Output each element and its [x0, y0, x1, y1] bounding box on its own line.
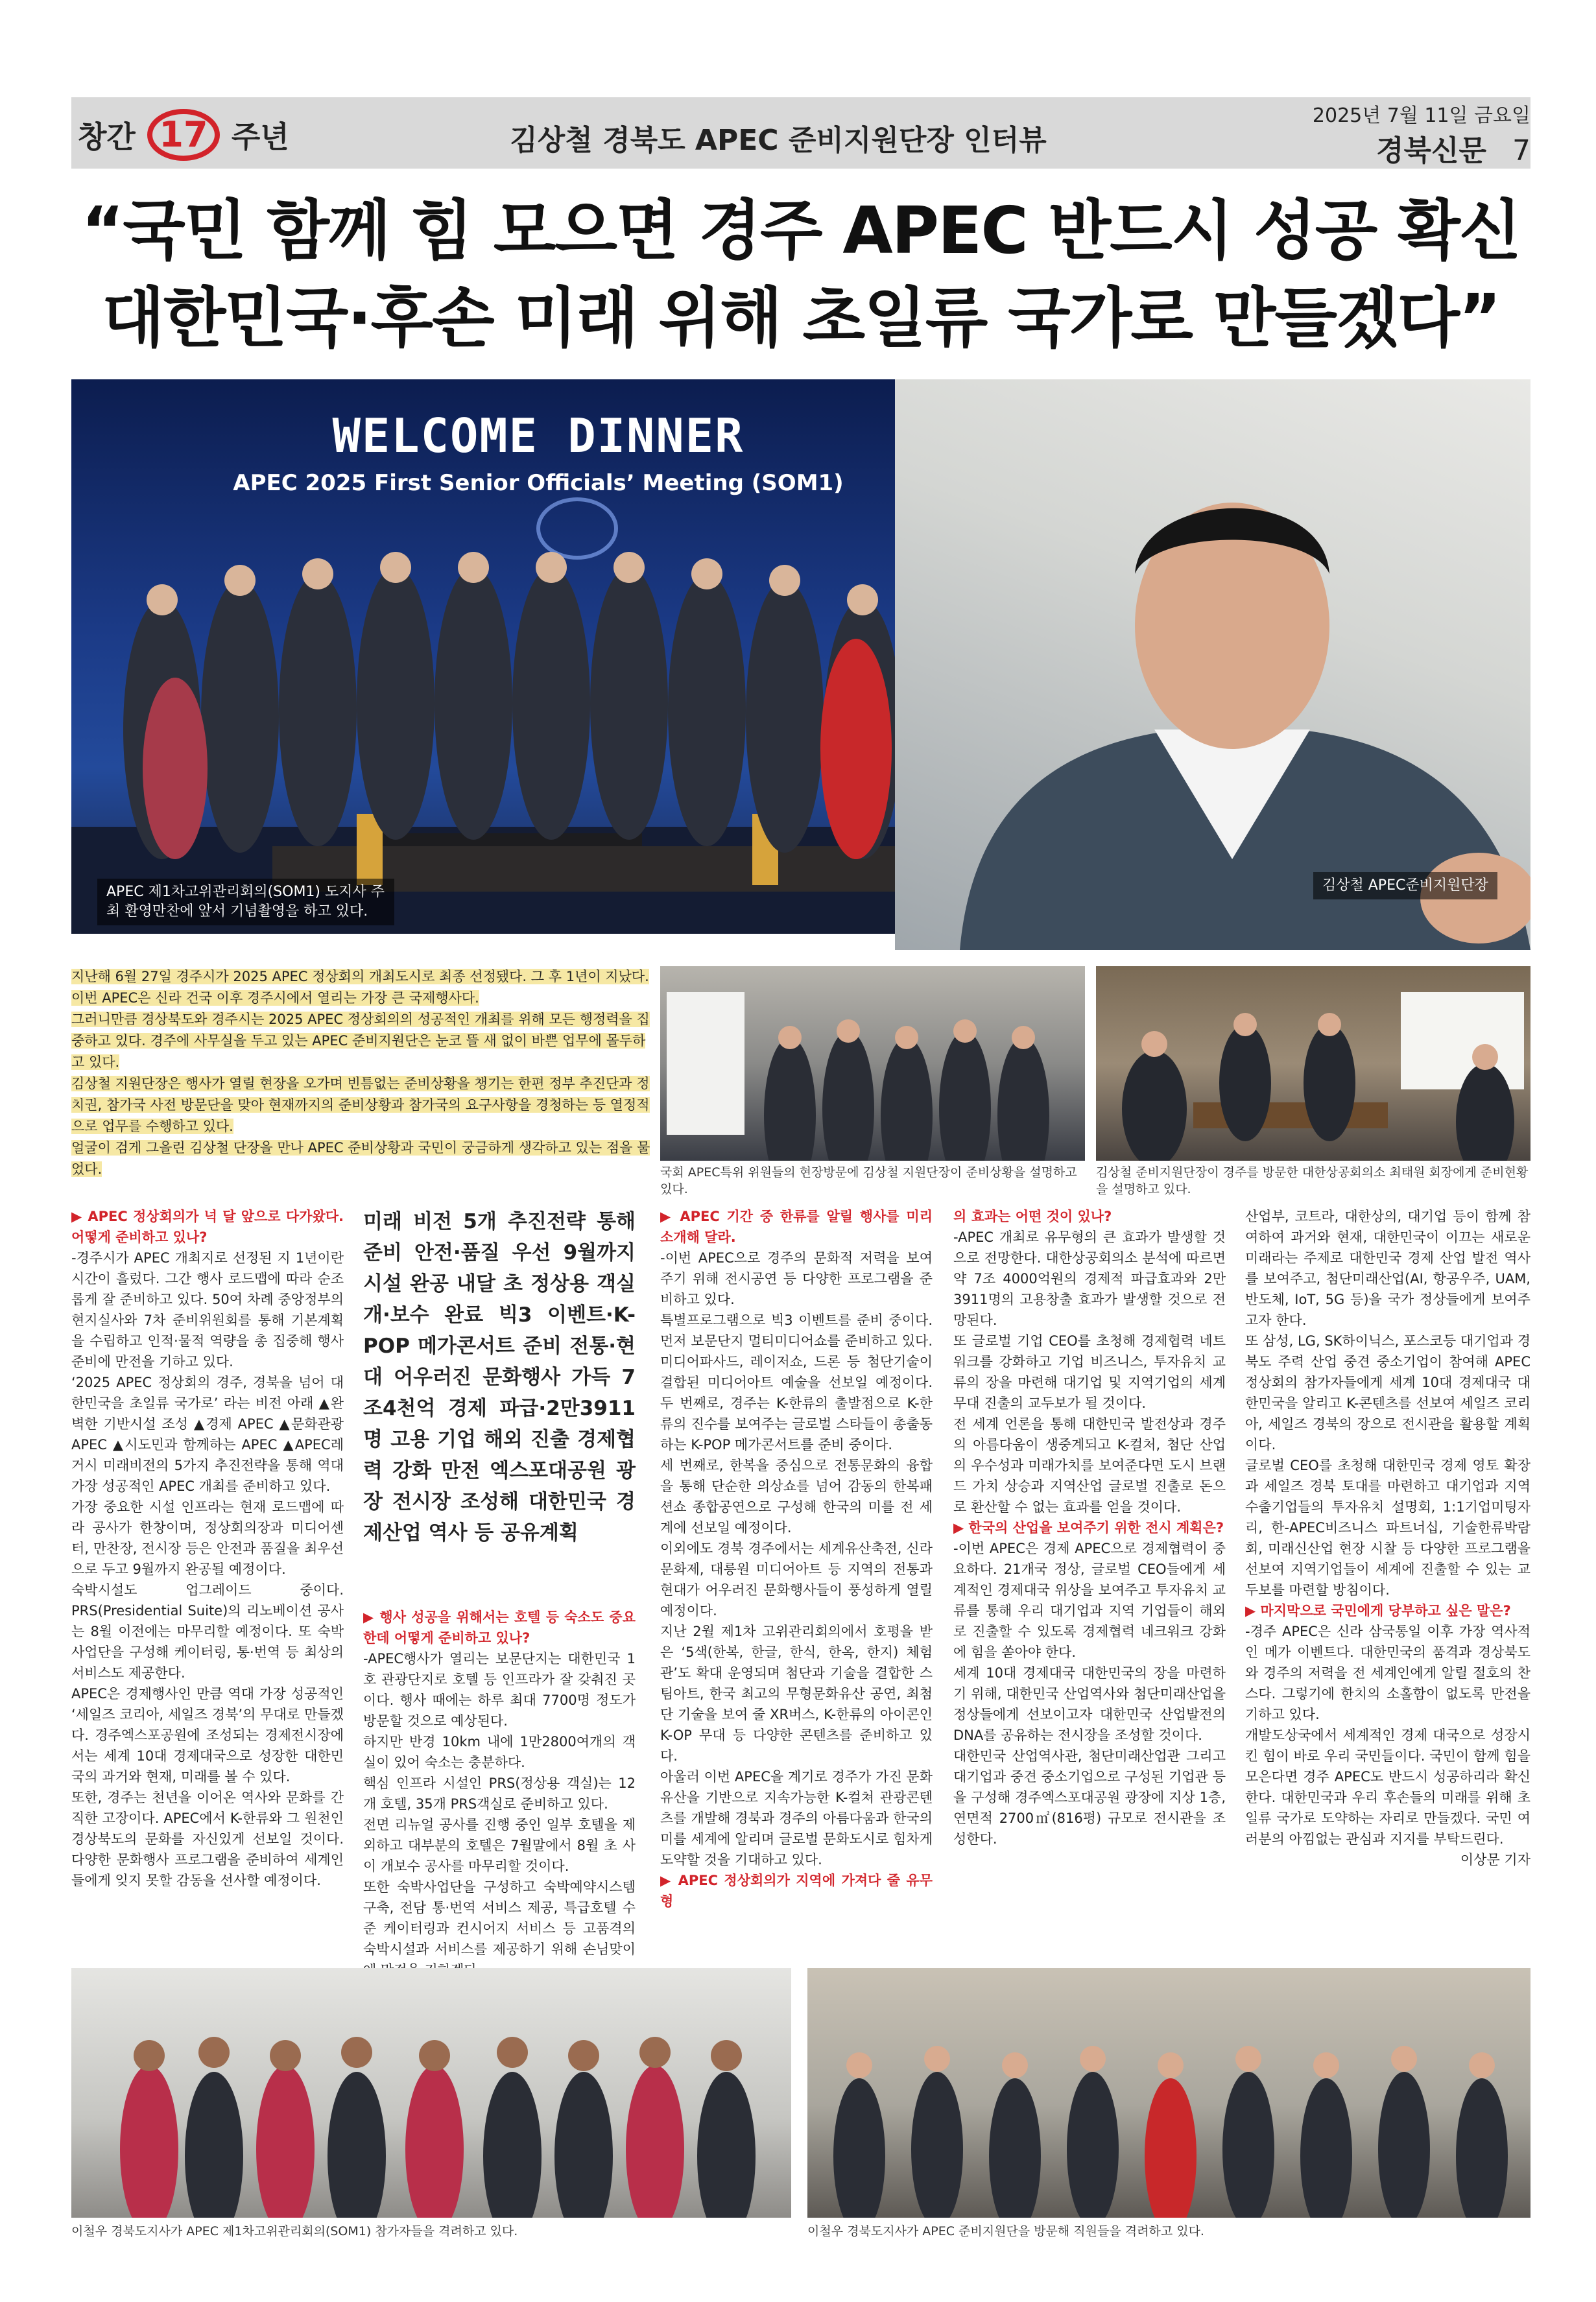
banner-subtitle: APEC 2025 First Senior Officials’ Meeting (SOM1) [233, 470, 844, 496]
answer-paragraph: 또 삼성, LG, SK하이닉스, 포스코등 대기업과 경북도 주력 산업 중견 중소기업이 참여해 APEC 정상회의 참가자들에게 세계 10대 경제대국 대한민국을 알리고 K-콘텐츠를 선보여 세일즈 코리아, 세일즈 경북의 장으로 전시관을 활용할 계획이다. [1245, 1333, 1530, 1453]
headline-line-1: “국민 함께 힘 모으면 경주 APEC 반드시 성공 확신 [81, 193, 1521, 268]
answer-paragraph: 또한, 경주는 천년을 이어온 역사와 문화를 간직한 고장이다. APEC에서 K-한류와 그 원천인 경상북도의 문화를 자신있게 선보일 것이다. 다양한 문화행사 프로그램을 준비하여 세계인들에게 잊지 못할 감동을 선사할 예정이다. [71, 1790, 344, 1888]
support-team-caption: 이철우 경북도지사가 APEC 준비지원단을 방문해 직원들을 격려하고 있다. [807, 2224, 1204, 2238]
portrait-illustration [895, 379, 1530, 950]
headline-line-2: 대한민국·후손 미래 위해 초일류 국가로 만들겠다” [102, 280, 1500, 356]
answer-paragraph: 하지만 반경 10km 내에 1만2800여개의 객실이 있어 숙소는 충분하다. [363, 1734, 636, 1770]
pull-quote: 미래 비전 5개 추진전략 통해 준비 안전·품질 우선 9월까지 시설 완공 내달 초 정상용 객실 개·보수 완료 빅3 이벤트·K-POP 메가콘서트 준비 전통·현대 어우러진 문화행사 가득 7조4천억 경제 파급·2만3911명 고용 기업 해외 진출 경제협력 강화 만전 엑스포대공원 광장 전시장 조성해 대한민국 경제산업 역사 등 공유계획 [363, 1210, 636, 1545]
chamber-visit-illustration [1096, 966, 1530, 1161]
article-column-5 [1245, 1206, 1530, 1870]
intro-paragraph-4: 얼굴이 검게 그을린 김상철 단장을 만나 APEC 준비상황과 국민이 궁금하게 생각하고 있는 점을 물었다. [71, 1140, 650, 1177]
answer-paragraph: -경주시가 APEC 개최지로 선정된 지 1년이란 시간이 흘렀다. 그간 행사 로드맵에 따라 순조롭게 잘 준비하고 있다. 50여 차례 중앙정부의 현지실사와 7차 준비위원회를 통해 기본계획을 수립하고 인적·물적 역량을 총 집중해 행사 준비에 만전을 기하고 있다. [71, 1250, 344, 1370]
support-team-photo [807, 1968, 1530, 2218]
answer-paragraph: 또 글로벌 기업 CEO를 초청해 경제협력 네트워크를 강화하고 기업 비즈니스, 투자유치 교류의 장을 마련해 대기업 및 지역기업의 세계무대 진출의 교두보가 될 것이다. [953, 1333, 1226, 1411]
question-2: ▶ 행사 성공을 위해서는 호텔 등 숙소도 중요한데 어떻게 준비하고 있나? [363, 1609, 636, 1646]
article-column-3 [660, 1206, 933, 1912]
anniversary-right-text: 주년 [231, 119, 289, 154]
intro-paragraph-1: 지난해 6월 27일 경주시가 2025 APEC 정상회의 개최도시로 최종 선정됐다. 그 후 1년이 지났다. 이번 APEC은 신라 건국 이후 경주시에서 열리는 가장 큰 국제행사다. [71, 969, 649, 1006]
portrait-photo [895, 379, 1530, 950]
answer-paragraph: -이번 APEC으로 경주의 문화적 저력을 보여주기 위해 전시공연 등 다양한 프로그램을 준비하고 있다. [660, 1250, 933, 1307]
question-6: ▶ 마지막으로 국민에게 당부하고 싶은 말은? [1245, 1603, 1511, 1619]
byline: 이상문 기자 [1460, 1852, 1530, 1868]
answer-paragraph: APEC은 경제행사인 만큼 역대 가장 성공적인 ‘세일즈 코리아, 세일즈 경북’의 무대로 만들겠다. 경주엑스포공원에 조성되는 경제전시장에서는 세계 10대 경제대국으로 성장한 대한민국의 과거와 현재, 미래를 볼 수 있다. [71, 1686, 344, 1785]
som1-participants-photo [71, 1968, 791, 2218]
anniversary-logo [78, 109, 289, 161]
article-column-2 [363, 1206, 636, 1980]
answer-paragraph: 개발도상국에서 세계적인 경제 대국으로 성장시킨 힘이 바로 우리 국민들이다. 국민이 함께 힘을 모은다면 경주 APEC도 반드시 성공하리라 확신한다. 대한민국과 우리 후손들의 미래를 위해 초일류 국가로 도약하는 자리로 만들겠다. 국민 여러분의 아낌없는 관심과 지지를 부탁드린다. [1245, 1727, 1530, 1847]
answer-paragraph: 세계 10대 경제대국 대한민국의 장을 마련하기 위해, 대한민국 산업역사와 첨단미래산업을 정상들에게 선보이고자 대한민국 산업발전의 DNA를 공유하는 전시장을 조성할 것이다. [953, 1665, 1226, 1743]
answer-paragraph: 전 세계 언론을 통해 대한민국 발전상과 경주의 아름다움이 생중계되고 K-컬처, 첨단 산업의 우수성과 미래가치를 보여준다면 도시 브랜드 가치 상승과 지역산업 글로벌 진출로 돈으로 환산할 수 없는 효과를 얻을 것이다. [953, 1416, 1226, 1515]
intro-paragraph-3: 김상철 지원단장은 행사가 열릴 현장을 오가며 빈틈없는 준비상황을 챙기는 한편 정부 추진단과 정치권, 참가국 사전 방문단을 맞아 현재까지의 준비상황과 참가국의 요구사항을 경청하는 등 열정적으로 업무를 수행하고 있다. [71, 1076, 650, 1134]
portrait-caption: 김상철 APEC준비지원단장 [1313, 872, 1497, 899]
group-photo-illustration [71, 379, 1005, 934]
answer-paragraph: 숙박시설도 업그레이드 중이다. PRS(Presidential Suite)의 리노베이션 공사는 8월 이전에는 마무리할 예정이다. 또 숙박사업단을 구성해 케이터링, 통·번역 등 최상의 서비스도 제공한다. [71, 1582, 344, 1681]
anniversary-17-icon [145, 109, 222, 161]
article-column-4 [953, 1206, 1226, 1849]
answer-paragraph: -APEC행사가 열리는 보문단지는 대한민국 1호 관광단지로 호텔 등 인프라가 잘 갖춰진 곳이다. 행사 때에는 하루 최대 7700명 정도가 방문할 것으로 예상된다. [363, 1651, 636, 1729]
question-4-continued: 의 효과는 어떤 것이 있나? [953, 1209, 1112, 1224]
anniversary-number: 17 [159, 114, 208, 155]
intro-paragraph-2: 그러니만큼 경상북도와 경주시는 2025 APEC 정상회의의 성공적인 개최를 위해 모든 행정력을 집중하고 있다. 경주에 사무실을 두고 있는 APEC 준비지원단은 눈코 뜰 새 없이 바쁜 업무에 몰두하고 있다. [71, 1012, 650, 1070]
som1-participants-illustration [71, 1968, 791, 2218]
main-group-photo [71, 379, 1005, 934]
answer-paragraph: 글로벌 CEO를 초청해 대한민국 경제 영토 확장과 세일즈 경북 토대를 마련하고 대기업과 지역 수출기업들의 투자유치 설명회, 1:1기업미팅자리, 한-APEC비즈니스 파트너십, 기술한류박람회, 미래신산업 현장 시찰 등 다양한 프로그램을 선보여 지역기업들이 세계에 진출할 수 있는 교두보를 마련할 방침이다. [1245, 1458, 1530, 1598]
answer-paragraph: 지난 2월 제1차 고위관리회의에서 호평을 받은 ‘5색(한복, 한글, 한식, 한옥, 한지) 체험관’도 확대 운영되며 첨단과 기술을 결합한 스팀아트, 한국 최고의 무형문화유산 공연, 최첨단 기술을 보여 줄 XR버스, K-한류의 아이콘인 K-OP 무대 등 다양한 콘텐츠를 준비하고 있다. [660, 1624, 933, 1764]
issue-date: 2025년 7월 11일 금요일 [1312, 104, 1530, 127]
answer-paragraph: -이번 APEC은 경제 APEC으로 경제협력이 중요하다. 21개국 정상, 글로벌 CEO들에게 세계적인 경제대국 위상을 보여주고 투자유치 교류를 통해 우리 대기업과 지역 기업들이 해외로 진출할 수 있도록 경제협력 네크워크 강화에 힘을 쏟아야 한다. [953, 1541, 1226, 1660]
section-title: 김상철 경북도 APEC 준비지원단장 인터뷰 [510, 124, 1047, 157]
question-3: ▶ APEC 기간 중 한류를 알릴 행사를 미리 소개해 달라. [660, 1209, 933, 1245]
paper-name: 경북신문 [1376, 134, 1486, 167]
question-4: ▶ APEC 정상회의가 지역에 가져다 줄 유무형 [660, 1873, 933, 1909]
answer-paragraph: 아울러 이번 APEC을 계기로 경주가 가진 문화유산을 기반으로 지속가능한 K-컬쳐 관광콘텐츠를 개발해 경북과 경주의 아름다움과 한국의 미를 세계에 알리며 글로벌 문화도시로 힘차게 도약할 것을 기대하고 있다. [660, 1769, 933, 1868]
answer-paragraph: 대한민국 산업역사관, 첨단미래산업관 그리고 대기업과 중견 중소기업으로 구성된 기업관 등을 구성해 경주엑스포대공원 광장에 지상 1층, 연면적 2700㎡(816평) 규모로 전시관을 조성한다. [953, 1748, 1226, 1847]
chamber-visit-photo [1096, 966, 1530, 1161]
answer-paragraph: -경주 APEC은 신라 삼국통일 이후 가장 역사적인 메가 이벤트다. 대한민국의 품격과 경상북도와 경주의 저력을 전 세계인에게 알릴 절호의 찬스다. 그렇기에 한치의 소홀함이 없도록 만전을 기하고 있다. [1245, 1624, 1530, 1722]
page-number: 7 [1512, 134, 1530, 167]
answer-paragraph: 핵심 인프라 시설인 PRS(정상용 객실)는 12개 호텔, 35개 PRS객실로 준비하고 있다. [363, 1775, 636, 1812]
answer-paragraph: ‘2025 APEC 정상회의 경주, 경북을 넘어 대한민국을 초일류 국가로’ 라는 비전 아래 ▲완벽한 기반시설 조성 ▲경제 APEC ▲문화관광 APEC ▲시도민과 함께하는 APEC ▲APEC레거시 미래비전의 5가지 추진전략을 통해 역대 가장 성공적인 APEC 개최를 준비하고 있다. [71, 1375, 344, 1494]
question-1: ▶ APEC 정상회의가 넉 달 앞으로 다가왔다. 어떻게 준비하고 있나? [71, 1209, 344, 1245]
answer-paragraph: 산업부, 코트라, 대한상의, 대기업 등이 함께 참여하여 과거와 현재, 대한민국이 이끄는 새로운 미래라는 주제로 대한민국 경제 산업 발전 역사를 보여주고, 첨단미래산업(AI, 항공우주, UAM, 반도체, IoT, 5G 등)을 국가 정상들에게 보여주고자 한다. [1245, 1209, 1530, 1328]
main-photo-caption: APEC 제1차고위관리회의(SOM1) 도지사 주최 환영만찬에 앞서 기념촬영을 하고 있다. [97, 879, 394, 925]
som1-participants-caption: 이철우 경북도지사가 APEC 제1차고위관리회의(SOM1) 참가자들을 격려하고 있다. [71, 2224, 518, 2238]
answer-paragraph: 특별프로그램으로 빅3 이벤트를 준비 중이다. 먼저 보문단지 멀티미디어쇼를 준비하고 있다. 미디어파사드, 레이저쇼, 드론 등 첨단기술이 결합된 미디어아트 예술을 선보일 예정이다. 두 번째로, 경주는 K-한류의 출발점으로 K-한류의 진수를 보여주는 글로벌 스타들이 총출동하는 K-POP 메가콘서트를 준비 중이다. [660, 1312, 933, 1453]
committee-visit-caption: 국회 APEC특위 위원들의 현장방문에 김상철 지원단장이 준비상황을 설명하고 있다. [660, 1165, 1077, 1196]
answer-paragraph: 또한 숙박사업단을 구성하고 숙박예약시스템 구축, 전담 통·번역 서비스 제공, 특급호텔 수준 케이터링과 컨시어지 서비스 등 고품격의 숙박시설과 서비스를 제공하기 위해 손님맞이 [363, 1879, 636, 1957]
committee-visit-photo [660, 966, 1085, 1161]
intro-box [71, 966, 655, 1180]
answer-paragraph: 전면 리뉴얼 공사를 진행 중인 일부 호텔을 제외하고 대부분의 호텔은 7월말에서 8월 초 사이 개보수 공사를 마무리할 것이다. [363, 1817, 636, 1874]
committee-visit-illustration [660, 966, 1085, 1161]
chamber-visit-caption: 김상철 준비지원단장이 경주를 방문한 대한상공회의소 최태원 회장에게 준비현황을 설명하고 있다. [1096, 1165, 1529, 1196]
support-team-illustration [807, 1968, 1530, 2218]
banner-title: WELCOME DINNER [332, 409, 744, 463]
answer-paragraph: -APEC 개최로 유무형의 큰 효과가 발생할 것으로 전망한다. 대한상공회의소 분석에 따르면 약 7조 4000억원의 경제적 파급효과와 2만3911명의 고용창출 효과가 발생할 것으로 전망된다. [953, 1229, 1226, 1328]
answer-paragraph: 가장 중요한 시설 인프라는 현재 로드맵에 따라 공사가 한창이며, 정상회의장과 미디어센터, 만찬장, 전시장 등은 안전과 품질을 최우선으로 두고 9월까지 완공될 예정이다. [71, 1499, 344, 1577]
answer-paragraph: 이외에도 경북 경주에서는 세계유산축전, 신라문화제, 대릉원 미디어아트 등 지역의 전통과 현대가 어우러진 문화행사들이 풍성하게 열릴 예정이다. [660, 1541, 933, 1619]
anniversary-left-text: 창간 [78, 119, 136, 154]
answer-paragraph: 세 번째로, 한복을 중심으로 전통문화의 융합을 통해 단순한 의상쇼를 넘어 감동의 한복패션쇼 종합공연으로 구성해 한국의 미를 전 세계에 선보일 예정이다. [660, 1458, 933, 1536]
masthead [1193, 127, 1530, 169]
article-column-1 [71, 1206, 344, 1891]
question-5: ▶ 한국의 산업을 보여주기 위한 전시 계획은? [953, 1520, 1224, 1536]
